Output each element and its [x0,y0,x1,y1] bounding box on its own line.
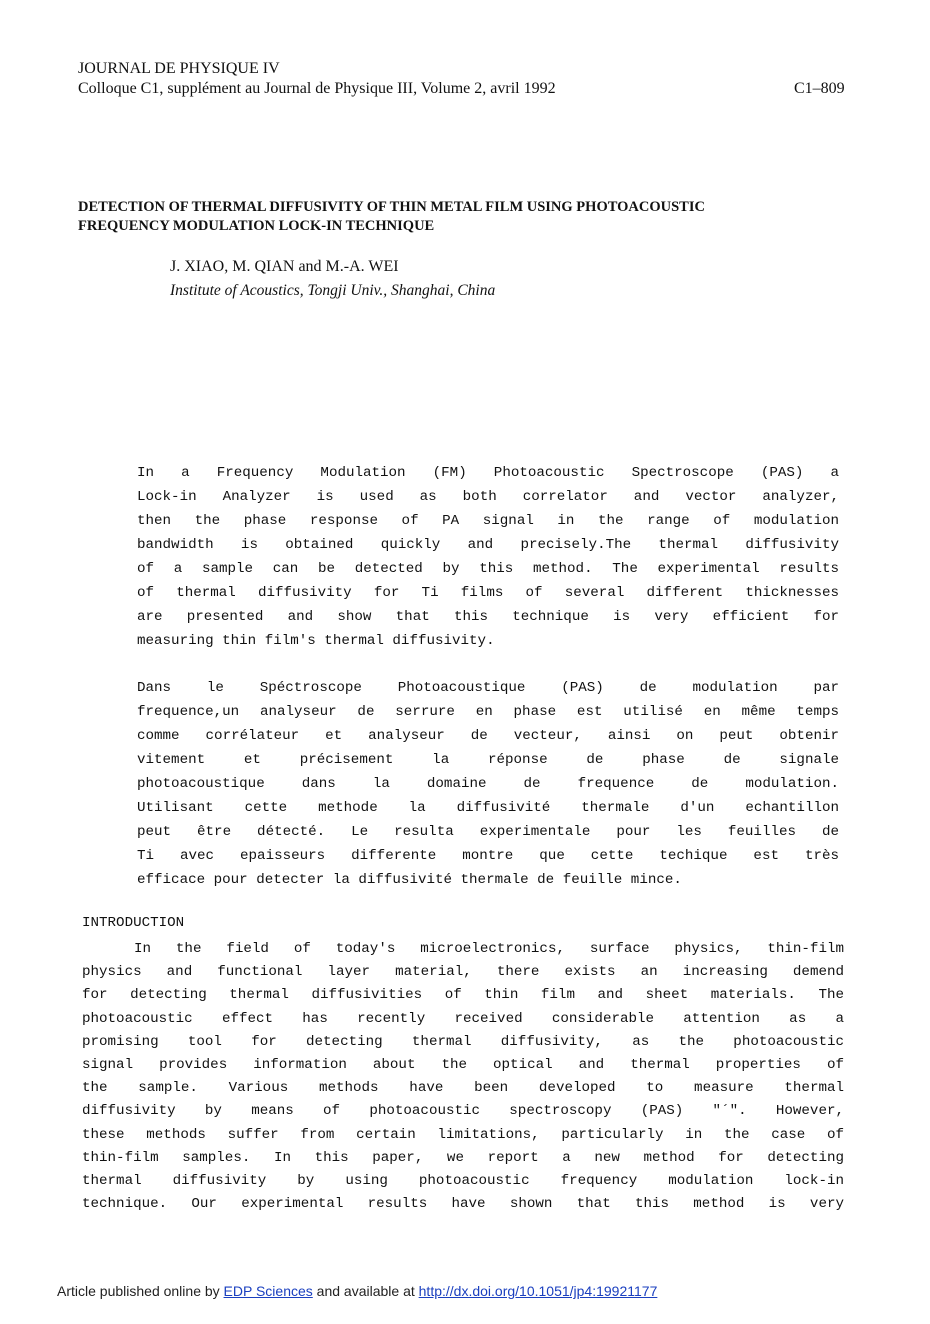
text-line: bandwidth is obtained quickly and precisely.The thermal diffusivity [137,537,839,553]
text-line: the sample. Various methods have been developed to measure thermal [82,1080,844,1097]
authors: J. XIAO, M. QIAN and M.-A. WEI [170,258,399,275]
text-line: efficace pour detecter la diffusivité thermale de feuille mince. [137,872,682,888]
text-line: diffusivity by means of photoacoustic spectroscopy (PAS) "´". However, [82,1103,844,1120]
text-line: promising tool for detecting thermal diffusivity, as the photoacoustic [82,1033,844,1050]
text-line: thermal diffusivity by using photoacoustic frequency modulation lock-in [82,1172,844,1189]
footer-prefix: Article published online by [57,1283,220,1299]
text-line: Dans le Spéctroscope Photoacoustique (PAS) de modulation par [137,680,839,696]
abstract-french [137,676,839,892]
text-line: signal provides information about the optical and thermal properties of [82,1056,844,1073]
text-line: frequence,un analyseur de serrure en phase est utilisé en même temps [137,704,839,720]
text-line: Utilisant cette methode la diffusivité thermale d'un echantillon [137,800,839,816]
text-line: photoacoustic effect has recently received considerable attention as a [82,1010,844,1027]
text-line: Ti avec epaisseurs differente montre que cette techique est très [137,848,839,864]
text-line: In the field of today's microelectronics, surface physics, thin-film [134,941,844,957]
text-line: technique. Our experimental results have shown that this method is very [82,1196,844,1213]
text-line: these methods suffer from certain limitations, particularly in the case of [82,1126,844,1143]
title-line-2: FREQUENCY MODULATION LOCK-IN TECHNIQUE [78,218,435,234]
text-line: measuring thin film's thermal diffusivity. [137,633,495,649]
text-line: vitement et précisement la réponse de phase de signale [137,752,839,768]
text-line: comme corrélateur et analyseur de vecteur, ainsi on peut obtenir [137,728,839,744]
text-line: photoacoustique dans la domaine de frequence de modulation. [137,776,839,792]
affiliation: Institute of Acoustics, Tongji Univ., Shanghai, China [170,282,496,299]
title-line-1: DETECTION OF THERMAL DIFFUSIVITY OF THIN METAL FILM USING PHOTOACOUSTIC [78,199,705,215]
text-line: In a Frequency Modulation (FM) Photoacoustic Spectroscope (PAS) a [137,465,839,481]
abstract-english [137,461,839,653]
text-line: are presented and show that this technique is very efficient for [137,609,839,625]
paper-title [78,198,858,236]
text-line: Lock-in Analyzer is used as both correlator and vector analyzer, [137,489,839,505]
text-line: for detecting thermal diffusivities of thin film and sheet materials. The [82,987,844,1004]
introduction-body [82,938,844,1216]
colloque-line: Colloque C1, supplément au Journal de Physique III, Volume 2, avril 1992 [78,80,556,97]
journal-name: JOURNAL DE PHYSIQUE IV [78,60,280,77]
text-line: physics and functional layer material, there exists an increasing demend [82,964,844,981]
text-line: thin-film samples. In this paper, we report a new method for detecting [82,1149,844,1166]
text-line: peut être détecté. Le resulta experimentale pour les feuilles de [137,824,839,840]
page-number: C1–809 [794,80,845,97]
text-line: of a sample can be detected by this method. The experimental results [137,561,839,577]
section-heading-introduction: INTRODUCTION [82,915,185,931]
publisher-link[interactable]: EDP Sciences [223,1283,313,1299]
text-line: of thermal diffusivity for Ti films of several different thicknesses [137,585,839,601]
doi-link[interactable]: http://dx.doi.org/10.1051/jp4:19921177 [418,1283,658,1299]
publication-footer [57,1283,657,1299]
text-line: then the phase response of PA signal in the range of modulation [137,513,839,529]
footer-middle: and available at [316,1283,415,1299]
